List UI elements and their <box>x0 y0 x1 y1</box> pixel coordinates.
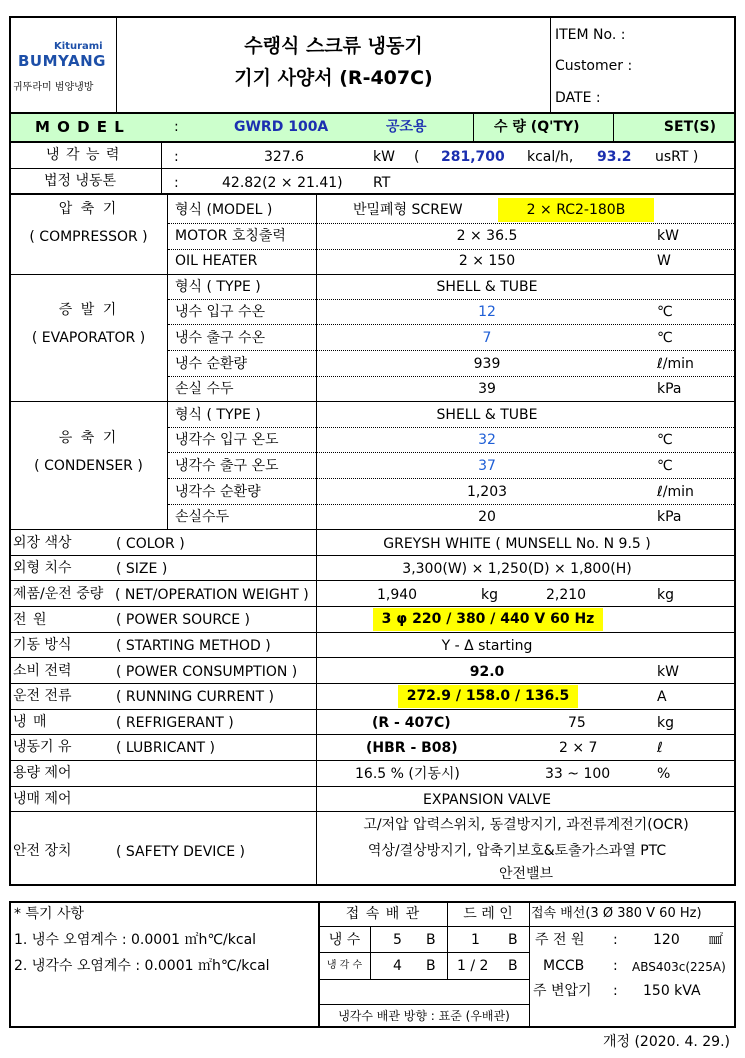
legal-label: 법정 냉동톤 <box>44 173 117 189</box>
capacity-kcal: 281,700 <box>441 149 505 165</box>
comp-bottom <box>10 274 735 275</box>
wiring-mccb-colon: : <box>613 958 618 974</box>
capctrl-range: 33 ~ 100 <box>545 766 611 782</box>
spec-sep-3 <box>10 606 735 607</box>
pipe-h-3 <box>319 979 529 980</box>
safety-en: ( SAFETY DEVICE ) <box>116 844 245 860</box>
pipe-chw-drain-unit: B <box>508 932 518 948</box>
capacity-bottom <box>10 168 735 169</box>
cond-type-value: SHELL & TUBE <box>436 407 538 423</box>
cond-loss-unit: kPa <box>657 509 682 525</box>
capacity-open: ( <box>414 149 420 165</box>
capacity-colon: : <box>174 149 179 165</box>
spec-sep-8 <box>10 734 735 735</box>
starting-ko: 기동 방식 <box>13 637 72 653</box>
current-ko: 운전 전류 <box>13 688 72 704</box>
legal-value: 42.82(2 × 21.41) <box>222 175 343 191</box>
comp-motor-label: MOTOR 호칭출력 <box>175 228 286 244</box>
capctrl-unit: % <box>657 766 671 782</box>
cond-flow-unit: ℓ/min <box>657 484 694 500</box>
lubricant-unit: ℓ <box>657 740 663 756</box>
compressor-en: ( COMPRESSOR ) <box>29 229 148 245</box>
model-divider-1 <box>473 113 474 142</box>
evaporator-en: ( EVAPORATOR ) <box>31 330 146 346</box>
evap-loss-value: 39 <box>478 381 496 397</box>
comp-motor-value: 2 × 36.5 <box>456 228 518 244</box>
cond-type-label: 형식 ( TYPE ) <box>175 407 261 423</box>
power-ko: 전 원 <box>13 612 48 628</box>
color-en: ( COLOR ) <box>116 536 185 552</box>
wiring-trans-colon: : <box>613 983 618 999</box>
capacity-usrt-unit: usRT ) <box>655 149 699 165</box>
evap-type-label: 형식 ( TYPE ) <box>175 279 261 295</box>
evap-in-label: 냉수 입구 수온 <box>175 304 266 320</box>
wiring-main-value: 120 <box>653 932 680 948</box>
date-label: DATE : <box>555 90 601 106</box>
spec-sep-10 <box>10 786 735 787</box>
evap-in-value: 12 <box>478 304 496 320</box>
lubricant-ko: 냉동기 유 <box>13 739 72 755</box>
evap-loss-label: 손실 수두 <box>175 381 234 397</box>
spec-sep-2 <box>10 580 735 581</box>
wiring-mccb-value: ABS403c(225A) <box>632 960 726 974</box>
size-value: 3,300(W) × 1,250(D) × 1,800(H) <box>402 561 632 577</box>
consumption-ko: 소비 전력 <box>13 663 72 679</box>
evaporator-ko: 증 발 기 <box>58 302 119 318</box>
spec-sep-6 <box>10 683 735 684</box>
logo-brand-sub: 귀뚜라미 범양냉방 <box>13 82 94 93</box>
title-divider <box>550 17 551 113</box>
consumption-en: ( POWER CONSUMPTION ) <box>116 664 298 680</box>
evap-sep-4 <box>168 376 734 377</box>
refrigerant-en: ( REFRIGERANT ) <box>116 715 234 731</box>
pipe-v-1 <box>370 926 371 979</box>
cond-flow-label: 냉각수 순환량 <box>175 484 261 500</box>
logo-brand-top: Kiturami <box>54 41 103 52</box>
compressor-ko: 압 축 기 <box>58 201 119 217</box>
cond-flow-value: 1,203 <box>466 484 508 500</box>
evap-out-value: 7 <box>482 330 492 346</box>
comp-model-label: 형식 (MODEL ) <box>175 202 273 218</box>
cond-sep-1 <box>168 427 734 428</box>
condenser-ko: 응 축 기 <box>58 430 119 446</box>
comp-sep-2 <box>168 249 734 250</box>
pipe-h-2 <box>319 952 529 953</box>
cond-in-value: 32 <box>478 432 496 448</box>
pipe-chw-unit: B <box>426 932 436 948</box>
size-en: ( SIZE ) <box>116 561 168 577</box>
pipe-cw-label: 냉 각 수 <box>326 960 363 971</box>
bottom-divider-2 <box>529 902 530 1027</box>
capacity-kcal-unit: kcal/h, <box>527 149 574 165</box>
evap-flow-label: 냉수 순환량 <box>175 356 248 372</box>
cond-in-unit: ℃ <box>657 432 673 448</box>
evap-flow-value: 939 <box>473 356 501 372</box>
comp-sep-1 <box>168 223 734 224</box>
revision-date: 개정 (2020. 4. 29.) <box>602 1034 730 1050</box>
spec-sep-1 <box>10 555 735 556</box>
logo-brand-main: BUMYANG <box>18 52 106 70</box>
spec-sep-7 <box>10 709 735 710</box>
item-no-label: ITEM No. : <box>555 27 626 43</box>
power-value: 3 φ 220 / 380 / 440 V 60 Hz <box>373 608 603 631</box>
wiring-trans-label: 주 변압기 <box>533 983 592 999</box>
title-line2: 기기 사양서 (R-407C) <box>234 67 433 89</box>
lubricant-en: ( LUBRICANT ) <box>116 740 216 756</box>
comp-model-value: 반밀폐형 SCREW <box>353 202 463 218</box>
cond-loss-value: 20 <box>478 509 496 525</box>
safety-ko: 안전 장치 <box>13 843 72 859</box>
notes-line1: 1. 냉수 오염계수 : 0.0001 ㎡h℃/kcal <box>14 932 257 948</box>
cond-out-label: 냉각수 출구 온도 <box>175 458 279 474</box>
comp-heater-label: OIL HEATER <box>175 253 258 269</box>
cond-out-unit: ℃ <box>657 458 673 474</box>
wiring-main-colon: : <box>613 932 618 948</box>
model-colon: : <box>174 119 179 135</box>
pipe-chw-label: 냉 수 <box>328 932 361 948</box>
lubricant-type: (HBR - B08) <box>366 740 458 756</box>
color-ko: 외장 색상 <box>13 535 72 551</box>
notes-line2: 2. 냉각수 오염계수 : 0.0001 ㎡h℃/kcal <box>14 958 270 974</box>
starting-en: ( STARTING METHOD ) <box>116 638 271 654</box>
evap-sep-2 <box>168 324 734 325</box>
safety-line2: 역상/결상방지기, 압축기보호&토출가스과열 PTC <box>367 843 667 859</box>
qty-label: 수 량 (Q'TY) <box>494 119 580 135</box>
refrigerant-type: (R - 407C) <box>372 715 451 731</box>
evap-in-unit: ℃ <box>657 304 673 320</box>
pipe-cw-unit: B <box>426 958 436 974</box>
spec-sep-4 <box>10 632 735 633</box>
evap-out-label: 냉수 출구 수온 <box>175 330 266 346</box>
comp-model-type: 2 × RC2-180B <box>498 198 654 222</box>
weight-op: 2,210 <box>546 587 587 603</box>
wiring-main-label: 주 전 원 <box>535 932 585 948</box>
wiring-h-1 <box>530 926 735 927</box>
cond-sep-2 <box>168 452 734 453</box>
pipe-chw-drain: 1 <box>471 932 480 948</box>
evap-out-unit: ℃ <box>657 330 673 346</box>
starting-value: Y - Δ starting <box>441 638 533 654</box>
model-name: GWRD 100A <box>234 119 329 135</box>
capacity-kw-unit: kW <box>373 149 395 165</box>
size-ko: 외형 치수 <box>13 560 72 576</box>
power-en: ( POWER SOURCE ) <box>116 612 250 628</box>
lubricant-amount: 2 × 7 <box>559 740 598 756</box>
weight-en: ( NET/OPERATION WEIGHT ) <box>115 587 309 603</box>
notes-title: * 특기 사항 <box>14 906 84 922</box>
cond-in-label: 냉각수 입구 온도 <box>175 432 279 448</box>
comp-motor-unit: kW <box>657 228 679 244</box>
model-label: M O D E L <box>35 118 125 136</box>
capacity-label: 냉 각 능 력 <box>46 147 121 163</box>
color-value: GREYSH WHITE ( MUNSELL No. N 9.5 ) <box>383 536 651 552</box>
pipe-cw-size: 4 <box>393 958 402 974</box>
refrigerant-amount: 75 <box>568 715 586 731</box>
model-usage: 공조용 <box>386 119 427 135</box>
weight-net: 1,940 <box>377 587 418 603</box>
evap-bottom <box>10 401 735 402</box>
capacity-kw: 327.6 <box>264 149 305 165</box>
cond-sep-3 <box>168 478 734 479</box>
pipe-cw-drain-unit: B <box>508 958 518 974</box>
pipe-cw-drain: 1 / 2 <box>457 958 489 974</box>
comp-heater-value: 2 × 150 <box>458 253 516 269</box>
spec-sep-11 <box>10 811 735 812</box>
condenser-en: ( CONDENSER ) <box>34 458 143 474</box>
pipe-h-1 <box>319 926 529 927</box>
pipe-chw-size: 5 <box>393 932 402 948</box>
cond-bottom <box>10 529 735 530</box>
capctrl-ko: 용량 제어 <box>13 765 72 781</box>
pipe-conn-header: 접 속 배 관 <box>345 906 421 922</box>
wiring-mccb-label: MCCB <box>543 958 585 974</box>
refrigerant-ko: 냉 매 <box>13 714 48 730</box>
spec-sep-5 <box>10 657 735 658</box>
evap-sep-3 <box>168 350 734 351</box>
cond-out-value: 37 <box>478 458 496 474</box>
capctrl-start: 16.5 % (기동시) <box>355 766 460 782</box>
consumption-value: 92.0 <box>469 664 505 680</box>
weight-mid-unit: kg <box>481 587 498 603</box>
consumption-unit: kW <box>657 664 679 680</box>
capacity-usrt: 93.2 <box>597 149 632 165</box>
comp-heater-unit: W <box>657 253 671 269</box>
current-unit: A <box>657 689 667 705</box>
current-en: ( RUNNING CURRENT ) <box>116 689 274 705</box>
cond-loss-label: 손실수두 <box>175 509 230 525</box>
safety-line1: 고/저압 압력스위치, 동결방지기, 과전류계전기(OCR) <box>363 817 689 833</box>
refctrl-ko: 냉매 제어 <box>13 791 72 807</box>
pipe-h-4 <box>319 1004 529 1005</box>
safety-line3: 안전밸브 <box>498 866 554 882</box>
pipe-drain-header: 드 레 인 <box>463 906 513 922</box>
customer-label: Customer : <box>555 58 633 74</box>
title-line1: 수랭식 스크류 냉동기 <box>244 35 423 57</box>
cond-sep-4 <box>168 504 734 505</box>
capacity-label-divider <box>161 142 162 194</box>
wiring-header: 접속 배선(3 Ø 380 V 60 Hz) <box>531 906 702 921</box>
legal-unit: RT <box>373 175 391 191</box>
refrigerant-unit: kg <box>657 715 674 731</box>
weight-unit: kg <box>657 587 674 603</box>
weight-ko: 제품/운전 중량 <box>13 586 104 602</box>
qty-unit: SET(S) <box>663 119 716 135</box>
pipe-direction: 냉각수 배관 방향 : 표준 (우배관) <box>338 1009 510 1023</box>
wiring-trans-value: 150 kVA <box>643 983 701 999</box>
legal-colon: : <box>174 175 179 191</box>
evap-flow-unit: ℓ/min <box>657 356 694 372</box>
legal-bottom <box>10 193 735 195</box>
refctrl-value: EXPANSION VALVE <box>423 792 551 808</box>
spec-sep-9 <box>10 760 735 761</box>
wiring-main-unit: ㎟ <box>709 932 723 948</box>
evap-loss-unit: kPa <box>657 381 682 397</box>
current-value: 272.9 / 158.0 / 136.5 <box>398 685 578 708</box>
evap-sep-1 <box>168 299 734 300</box>
model-row-bottom <box>10 141 735 143</box>
evap-type-value: SHELL & TUBE <box>436 279 538 295</box>
